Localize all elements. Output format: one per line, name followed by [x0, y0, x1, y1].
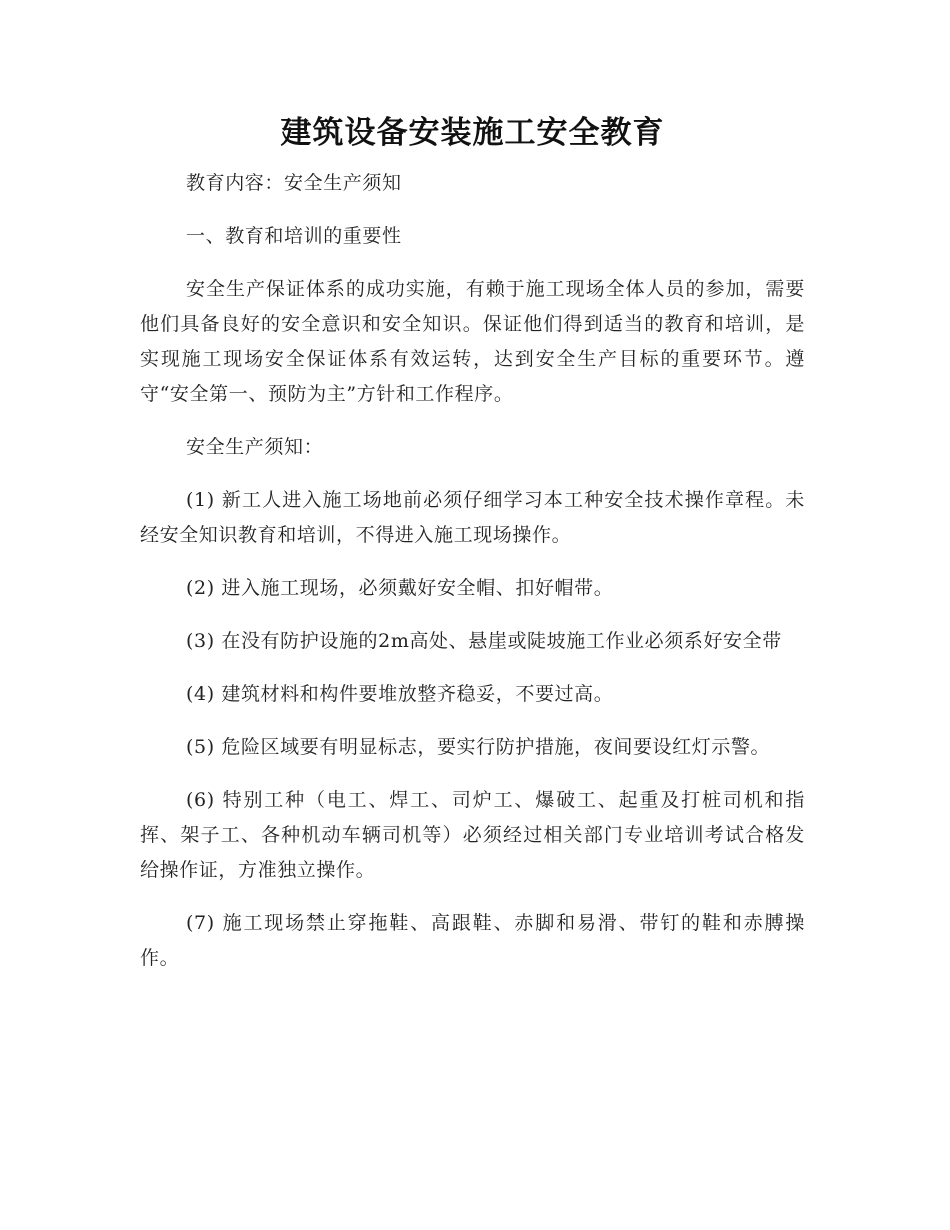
rule-item-3: (3) 在没有防护设施的2m高处、悬崖或陡坡施工作业必须系好安全带 — [186, 630, 782, 652]
document-title: 建筑设备安装施工安全教育 — [280, 115, 665, 151]
safety-notice-heading: 安全生产须知： — [186, 436, 324, 458]
rule-item-2: (2) 进入施工现场，必须戴好安全帽、扣好帽带。 — [186, 577, 614, 599]
rule-item-4: (4) 建筑材料和构件要堆放整齐稳妥，不要过高。 — [186, 683, 614, 705]
education-content-line: 教育内容：安全生产须知 — [186, 172, 402, 194]
rule-item-1: (1) 新工人进入施工场地前必须仔细学习本工种安全技术操作章程。未经安全知识教育和培训，不得进入施工现场操作。 — [140, 489, 805, 546]
document-page — [140, 108, 805, 994]
rule-item-5: (5) 危险区域要有明显标志，要实行防护措施，夜间要设红灯示警。 — [186, 736, 771, 758]
rule-item-6: (6) 特别工种（电工、焊工、司炉工、爆破工、起重及打桩司机和指挥、架子工、各种机动车辆司机等）必须经过相关部门专业培训考试合格发给操作证，方准独立操作。 — [140, 789, 805, 881]
importance-paragraph: 安全生产保证体系的成功实施，有赖于施工现场全体人员的参加，需要他们具备良好的安全意识和安全知识。保证他们得到适当的教育和培训，是实现施工现场安全保证体系有效运转，达到安全生产目标的重要环节。遵守“安全第一、预防为主”方针和工作程序。 — [140, 278, 805, 405]
rule-item-7: (7) 施工现场禁止穿拖鞋、高跟鞋、赤脚和易滑、带钉的鞋和赤膊操作。 — [140, 912, 805, 969]
section-heading-importance: 一、教育和培训的重要性 — [186, 225, 402, 247]
